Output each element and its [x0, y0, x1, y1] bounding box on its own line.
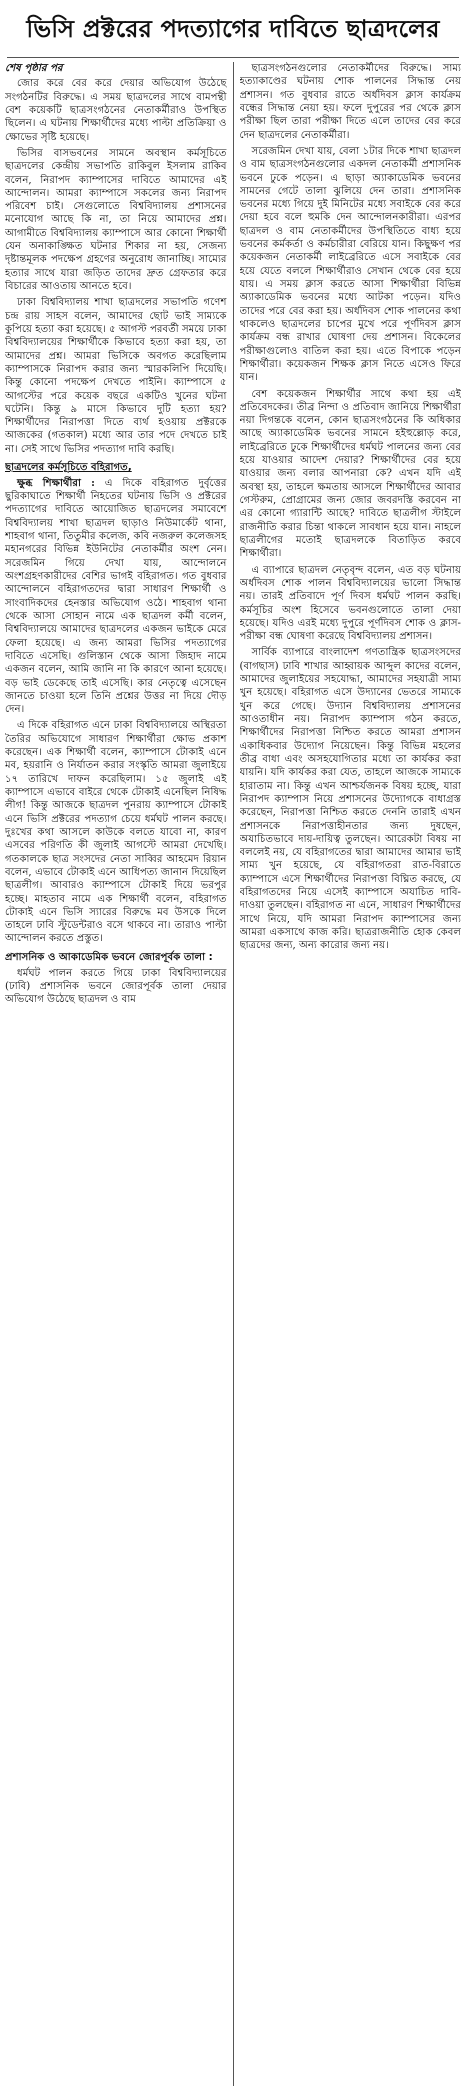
left-paragraph-1: জোর করে বের করে দেয়ার অভিযোগ উঠেছে সংগঠনটির বিরুদ্ধে। এ সময় ছাত্রদলের সাথে বামপন্থী বেশ কয়েকটি ছাত্রসংগঠনের নেতাকর্মীরাও উপস্থিত ছিলেন। এ ঘটনায় শিক্ষার্থীদের মধ্যে পাল্টা প্রতিক্রিয়া ও ক্ষোভের সৃষ্টি হয়েছে। [5, 78, 227, 143]
left-paragraph-4-text: এ দিকে বহিরাগত দুর্বৃত্তের ছুরিকাঘাতে শিক্ষার্থী নিহতের ঘটনায় ভিসি ও প্রক্টরের পদত্যাগের দাবিতে আয়োজিত ছাত্রদলের সমাবেশে বিশ্ববিদ্যালয় শাখা ছাত্রদল ছাড়াও নিউমার্কেট থানা, শাহবাগ থানা, তিতুমীর কলেজ, কবি নজরুল কলেজসহ মহানগরের বিভিন্ন ইউনিটের নেতাকর্মীর অংশ নেন। সরেজমিন গিয়ে দেখা যায়, আন্দোলনে অংশগ্রহণকারীদের বেশির ভাগই বহিরাগত। গত বুধবার আন্দোলনে বহিরাগতদের দ্বারা সাধারণ শিক্ষার্থী ও সাংবাদিকদের হেনস্তার অভিযোগ ওঠে। শাহবাগ থানা থেকে আসা সোহান নামে এক ছাত্রদল কর্মী বলেন, বিশ্ববিদ্যালয়ে আমাদের ছাত্রদলের একজন ভাইকে মেরে ফেলা হয়েছে। এ জন্য আমরা ভিসির পদত্যাগের দাবিতে এসেছি। গুলিস্তান থেকে আসা জিহাদ নামে একজন বলেন, আমি জানি না কি কারণে আনা হয়েছে। বড় ভাই ডেকেছে তাই এসেছি। কার নেতৃত্বে এসেছেন জানতে চাওয়া হলে তিনি প্রশ্নের উত্তর না দিয়ে দৌড় দেন। [5, 477, 227, 716]
headline: ভিসি প্রক্টরের পদত্যাগের দাবিতে ছাত্রদলের [7, 0, 459, 58]
right-paragraph-4: এ ব্যাপারে ছাত্রদল নেতৃবৃন্দ বলেন, এত বড় ঘটনায় অর্ধদিবস শোক পালন বিশ্ববিদ্যালয়ের ভালো সিদ্ধান্ত নয়। তারই প্রতিবাদে পূর্ণ দিবস ধর্মঘট পালন করছি। কর্মসূচির অংশ হিসেবে ভবনগুলোতে তালা দেয়া হয়েছে। যদিও এরই মধ্যে দুপুরে পূর্ণদিবস শোক ও ক্লাস-পরীক্ষা বন্ধ ঘোষণা করেছে বিশ্ববিদ্যালয় প্রশাসন। [239, 564, 461, 643]
left-paragraph-2: ভিসির বাসভবনের সামনে অবস্থান কর্মসূচিতে ছাত্রদলের কেন্দ্রীয় সভাপতি রাকিবুল ইসলাম রাকিব বলেন, নিরাপদ ক্যাম্পাসের দাবিতে আমাদের এই আন্দোলন। আমরা ক্যাম্পাসে সকলের জন্য নিরাপদ পরিবেশ চাই। সেগুলোতে বিশ্ববিদ্যালয় প্রশাসনের মনোযোগ আছে কি না, তা নিয়ে আমাদের প্রশ্ন। আগামীতে বিশ্ববিদ্যালয় ক্যাম্পাসে আর কোনো শিক্ষার্থী যেন অনাকাঙ্ক্ষিত ঘটনার শিকার না হয়, সেজন্য দৃষ্টান্তমূলক পদক্ষেপ গ্রহণের অনুরোধ জানাচ্ছি। সাম্যের হত্যার সাথে যারা জড়িত তাদের দ্রুত গ্রেফতার করে বিচারের আওতায় আনতে হবে। [5, 147, 227, 292]
right-paragraph-3: বেশ কয়েকজন শিক্ষার্থীর সাথে কথা হয় এই প্রতিবেদকের। তীব্র নিন্দা ও প্রতিবাদ জানিয়ে শিক্ষার্থীরা নয়া দিগন্তকে বলেন, কোন ছাত্রসংগঠনের কি অধিকার আছে অ্যাকাডেমিক ভবনের সামনে হইহুল্লোড় করে, লাইব্রেরিতে ঢুকে শিক্ষার্থীদের ধর্মঘট পালনের জন্য বের হয়ে যাওয়ার আদেশ দেয়ার? শিক্ষার্থীদের বের হয়ে যাওয়ার জন্য বলার আপনারা কে? এখন যদি এই অবস্থা হয়, তাহলে ক্ষমতায় আসলে শিক্ষার্থীদের আবার গেস্টরুম, প্রোগ্রামের জন্য জোর জবরদস্তি করবেন না এর কোনো গ্যারান্টি আছে? দাবিতে ছাত্রলীগ স্টাইলে রাজনীতি করার চিন্তা থাকলে সাবধান হয়ে যান। নাহলে ছাত্রলীগের মতোই ছাত্রদলকে বিতাড়িত করবে শিক্ষার্থীরা। [239, 388, 461, 560]
left-paragraph-4 [5, 477, 227, 717]
subhead-admin-building: প্রশাসনিক ও আকাডেমিক ভবনে জোরপূর্বক তালা : [5, 951, 213, 963]
left-paragraph-3: ঢাকা বিশ্ববিদ্যালয় শাখা ছাত্রদলের সভাপতি গণেশ চন্দ্র রায় সাহস বলেন, আমাদের ছোট ভাই সাম্যকে কুপিয়ে হত্যা করা হয়েছে। ৫ আগস্ট পরবর্তী সময়ে ঢাকা বিশ্ববিদ্যালয়ের শিক্ষার্থীকে কিভাবে হত্যা করা হয়, তা আমাদের প্রশ্ন। আমরা ভিসিকে অবগত করেছিলাম ক্যাম্পাসকে নিরাপদ করার জন্য স্মারকলিপি দিয়েছি। কিন্তু কোনো পদক্ষেপ দেখতে পাইনি। ক্যাম্পাসে ৫ আগস্টের পরে কয়েক বছরে একটিও খুনের ঘটনা ঘটেনি। কিন্তু ৯ মাসে কিভাবে দুটি হত্যা হয়? শিক্ষার্থীদের নিরাপত্তা দিতে ব্যর্থ হওয়ায় প্রক্টরকে আজকের (গতকাল) মধ্যে আর তার পদে দেখতে চাই না। সেই সাথে ভিসির পদত্যাগ দাবি করছি। [5, 297, 227, 455]
right-paragraph-2: সরেজমিন দেখা যায়, বেলা ১টার দিকে শাখা ছাত্রদল ও বাম ছাত্রসংগঠনগুলোর একদল নেতাকর্মী প্রশাসনিক ভবনে ঢুকে পড়েন। এ ছাড়া অ্যাকাডেমিক ভবনের সামনের গেটে তালা ঝুলিয়ে দেন তারা। প্রশাসনিক ভবনের মধ্যে গিয়ে দুই মিনিটের মধ্যে সবাইকে বের করে দেয়া হবে বলে হুমকি দেন আন্দোলনকারীরা। এরপর ছাত্রদল ও বাম নেতাকর্মীদের উপস্থিতিতে বাধ্য হয়ে ভবনের কর্মকর্তা ও কর্মচারীরা বেরিয়ে যান। কিছুক্ষণ পর কয়েকজন নেতাকর্মী লাইব্রেরিতে এসে সবাইকে বের হয়ে যেতে বললে শিক্ষার্থীরাও সেখান থেকে বের হয়ে যায়। এ সময় ক্লাস করতে আসা শিক্ষার্থীরা বিভিন্ন অ্যাকাডেমিক ভবনের মধ্যে আটকা পড়েন। যদিও তাদের পরে বের করা হয়। অর্ধদিবস শোক পালনের কথা থাকলেও ছাত্রদলের চাপের মুখে পরে পূর্ণদিবস ক্লাস কার্যক্রম বন্ধ রাখার ঘোষণা দেয় প্রশাসন। বিকেলের পরীক্ষাগুলোও বাতিল করা হয়। এতে বিপাকে পড়েন শিক্ষার্থীরা। কয়েকজন শিক্ষক ক্লাস নিতে এসেও ফিরে যান। [239, 145, 461, 384]
right-column [240, 62, 462, 2086]
left-column [5, 62, 227, 2086]
dateline: শেষ পৃষ্ঠার পর [5, 62, 63, 74]
left-paragraph-6: ধর্মঘট পালন করতে গিয়ে ঢাকা বিশ্ববিদ্যালয়ের (ঢাবি) প্রশাসনিক ভবনে জোরপূর্বক তালা দেয়ার অভিযোগ উঠেছে ছাত্রদল ও বাম [5, 967, 227, 1006]
article-columns [5, 62, 461, 2086]
column-divider [233, 62, 234, 2086]
right-paragraph-1: ছাত্রসংগঠনগুলোর নেতাকর্মীদের বিরুদ্ধে। সাম্য হত্যাকাণ্ডের ঘটনায় শোক পালনের সিদ্ধান্ত নেয় প্রশাসন। গত বুধবার রাতে অর্ধদিবস ক্লাস কার্যক্রম বন্ধের সিদ্ধান্ত নেয়া হয়। ফলে দুপুরের পর থেকে ক্লাস পরীক্ষা ছিল তারা পরীক্ষা দিতে এলে তাদের বের করে দেন ছাত্রদলের নেতাকর্মীরা। [239, 63, 461, 141]
subhead-outsiders: ছাত্রদলের কর্মসূচিতে বহিরাগত, [5, 462, 132, 474]
right-paragraph-5: সার্বিক ব্যাপারে বাংলাদেশ গণতান্ত্রিক ছাত্রসংসদের (বাগছাস) ঢাবি শাখার আহ্বায়ক আব্দুল কাদের বলেন, আমাদের জুলাইয়ের সহযোদ্ধা, আমাদের সহযাত্রী সাম্য খুন হয়েছে। বহিরাগত এসে উদ্যানের ভেতরে সাম্যকে খুন করে গেছে। উদ্যান বিশ্ববিদ্যালয় প্রশাসনের আওতাধীন নয়। নিরাপদ ক্যাম্পাস গঠন করতে, শিক্ষার্থীদের নিরাপত্তা নিশ্চিত করতে আমরা প্রশাসন একাধিকবার উদ্যোগ নিয়েছেন। কিন্তু বিভিন্ন মহলের তীব্র বাধা এবং অসহযোগিতার মধ্যে তা কার্যকর করা যায়নি। যদি কার্যকর করা যেত, তাহলে আজকে সাম্যকে হারাতাম না। কিন্তু এখন আশ্চর্যজনক বিষয় হচ্ছে, যারা নিরাপদ ক্যাম্পাস নিয়ে প্রশাসনের উদ্যোগকে বাধাগ্রস্ত করেছেন, নিরাপত্তা নিশ্চিত করতে দেননি তারাই এখন প্রশাসনকে নিরাপত্তাহীনতার জন্য দুষছেন, অযাচিতভাবে দায়-দায়িত্ব তুলছেন। আরেকটা বিষয় না বললেই নয়, যে বহিরাগতের দ্বারা আমাদের আমার ভাই সাম্য খুন হয়েছে, যে বহিরাগতরা রাত-বিরাতে ক্যাম্পাসে এসে শিক্ষার্থীদের নিরাপত্তা বিঘ্নিত করছে, যে বহিরাগতদের নিয়ে এসেই ক্যাম্পাসে অযাচিত দাবি-দাওয়া তুলছেন। বহিরাগত না এনে, সাধারণ শিক্ষার্থীদের সাথে নিয়ে, যদি আমরা নিরাপদ ক্যাম্পাসের জন্য আমরা একসাথে কাজ করি। ছাত্ররাজনীতি হোক কেবল ছাত্রদের জন্য, অন্য কারোর জন্য নয়। [239, 647, 461, 952]
left-paragraph-5: এ দিকে বহিরাগত এনে ঢাকা বিশ্ববিদ্যালয়ে অস্থিরতা তৈরির অভিযোগে সাধারণ শিক্ষার্থীরা ক্ষোভ প্রকাশ করেছেন। এক শিক্ষার্থী বলেন, ক্যাম্পাসে টোকাই এনে মব, হয়রানি ও নির্যাতন করার সংস্কৃতি আমরা জুলাইয়ে ১৭ তারিখে দাফন করেছিলাম। ১৫ জুলাই এই ক্যাম্পাসে এভাবে বাইরে থেকে টোকাই এনেছিল নিষিদ্ধ লীগ! কিন্তু আজকে ছাত্রদল পুনরায় ক্যাম্পাসে টোকাই এনে ভিসি প্রক্টরের পদত্যাগ চেয়ে ধর্মঘট পালন করছে। দুঃখের কথা আসলে কাউকে বলতে যাবো না, কারণ এসবের পরিণতি কী জুলাই আগস্টে আমরা দেখেছি। গতকালকে ছাত্র সংসদের নেতা সাব্বির আহমেদ রিয়ান বলেন, এভাবে টোকাই এনে আধিপত্য জানান দিয়েছিল ছাত্রলীগ। আবারও ক্যাম্পাসে টোকাই দিয়ে ভরপুর হচ্ছে। মাহতাব নামে এক শিক্ষার্থী বলেন, বহিরাগত টোকাই এনে ভিসি স্যারের বিরুদ্ধে মব উসকে দিলে তাহলে ঢাবি স্টুডেন্টরাও বসে থাকবে না। তারাও পাল্টা আন্দোলন করতে প্রস্তুত। [5, 720, 227, 945]
subhead-outsiders-lead: ক্ষুব্ধ শিক্ষার্থীরা : [17, 476, 95, 489]
